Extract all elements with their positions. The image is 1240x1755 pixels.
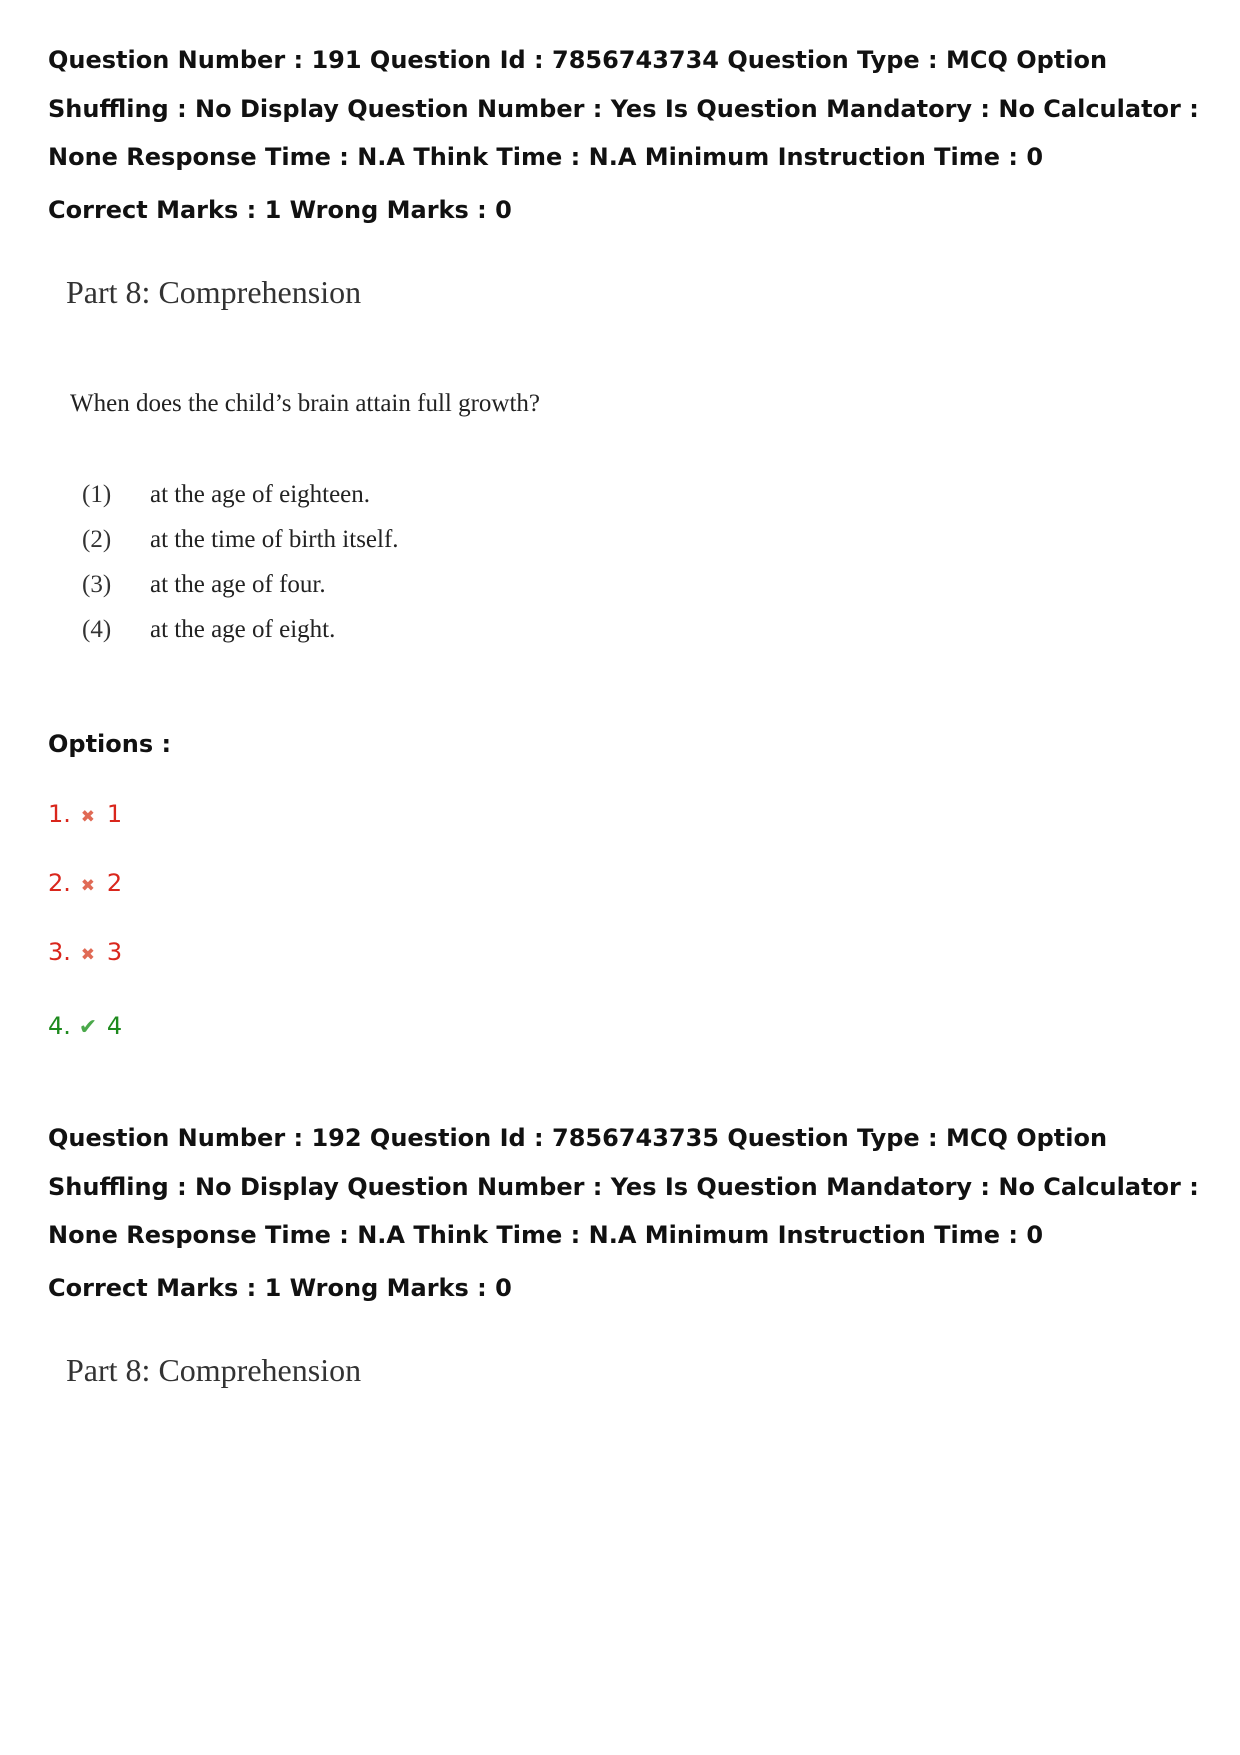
option-3 [48, 938, 122, 966]
question-meta: Question Number : 192 Question Id : 7856743735 Question Type : MCQ Option Shuffling : No Display Question Number : Yes Is Question Mandatory : No Calculator : None Response Time : N.A Think Time : N.A Minimum Instruction Time : 0 [48, 1124, 1199, 1249]
option-1 [48, 800, 122, 828]
choice-text: at the time of birth itself. [150, 526, 399, 553]
cross-icon: ✖ [80, 807, 96, 827]
question-text: When does the child’s brain attain full growth? [70, 390, 541, 417]
option-value: 4 [106, 1012, 123, 1040]
question-192-header [48, 1114, 1208, 1308]
choice-2 [82, 526, 399, 554]
choice-3 [82, 571, 326, 599]
cross-icon: ✖ [80, 876, 96, 896]
question-marks: Correct Marks : 1 Wrong Marks : 0 [48, 1273, 512, 1302]
question-marks: Correct Marks : 1 Wrong Marks : 0 [48, 195, 512, 224]
option-value: 1 [106, 800, 123, 828]
choice-number: (1) [82, 481, 112, 508]
options-label: Options : [48, 730, 172, 758]
choice-text: at the age of four. [150, 571, 326, 598]
choice-text: at the age of eighteen. [150, 481, 371, 508]
choice-4 [82, 616, 335, 644]
option-index: 1. [48, 800, 71, 828]
option-4 [48, 1012, 122, 1040]
part-title: Part 8: Comprehension [66, 1352, 362, 1388]
choice-number: (4) [82, 616, 112, 643]
choice-number: (3) [82, 571, 112, 598]
check-icon: ✔ [78, 1015, 98, 1040]
option-index: 2. [48, 869, 71, 897]
choice-1 [82, 481, 370, 509]
choice-text: at the age of eight. [150, 616, 336, 643]
cross-icon: ✖ [80, 945, 96, 965]
part-title: Part 8: Comprehension [66, 274, 362, 310]
option-index: 3. [48, 938, 71, 966]
option-2 [48, 869, 122, 897]
option-value: 3 [106, 938, 123, 966]
option-index: 4. [48, 1012, 71, 1040]
question-meta: Question Number : 191 Question Id : 7856743734 Question Type : MCQ Option Shuffling : No Display Question Number : Yes Is Question Mandatory : No Calculator : None Response Time : N.A Think Time : N.A Minimum Instruction Time : 0 [48, 46, 1199, 171]
choice-number: (2) [82, 526, 112, 553]
option-value: 2 [106, 869, 123, 897]
question-191-header [48, 36, 1208, 230]
